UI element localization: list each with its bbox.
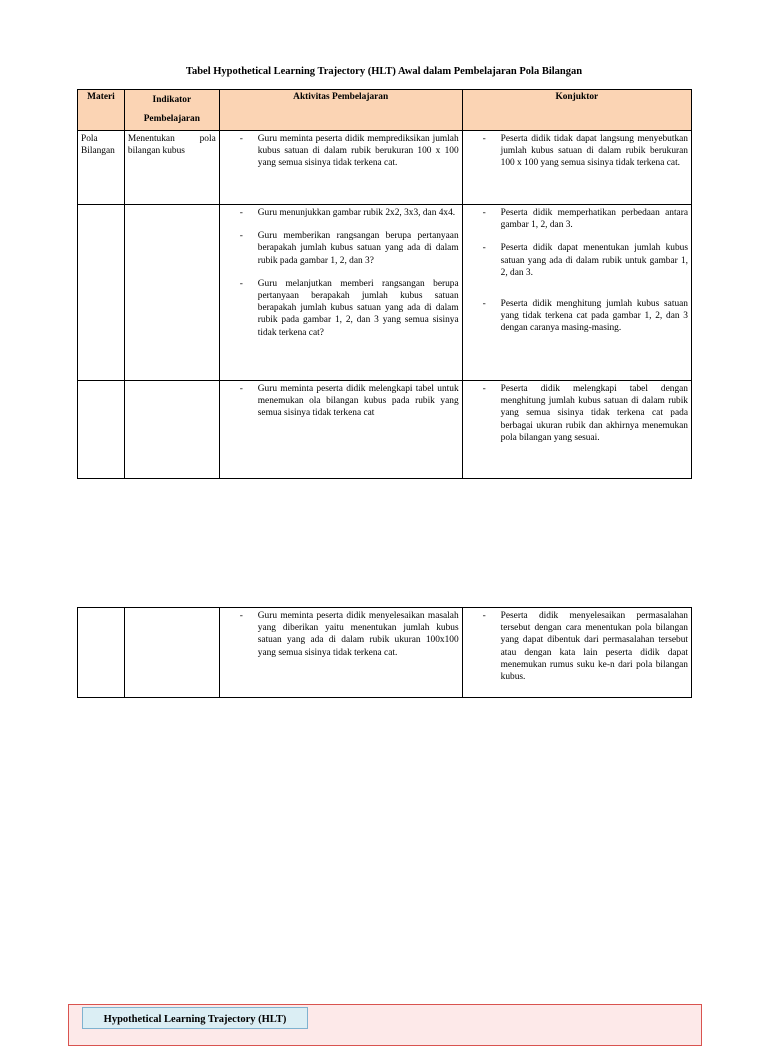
header-konjuktor: Konjuktor [462, 90, 691, 131]
cell-aktivitas [219, 205, 462, 381]
cell-konjuktor [462, 381, 691, 479]
cell-materi: Pola Bilangan [78, 131, 125, 205]
cell-konjuktor [462, 608, 691, 698]
list-item: - Guru meminta peserta didik memprediksikan jumlah kubus satuan di dalam rubik berukuran 100 x 100 yang semua sisinya tidak terkena cat. [223, 133, 459, 170]
cell-materi [78, 205, 125, 381]
hlt-section-label: Hypothetical Learning Trajectory (HLT) [82, 1007, 308, 1029]
table-row [78, 205, 692, 381]
header-indikator [124, 90, 219, 131]
list-item: - Peserta didik tidak dapat langsung menyebutkan jumlah kubus satuan di dalam rubik berukuran 100 x 100 yang semua sisinya tidak terkena cat. [466, 133, 688, 170]
list-item: - Peserta didik melengkapi tabel dengan menghitung jumlah kubus satuan di dalam rubik yang semua sisinya tidak terkena cat pada berbagai ukuran rubik dan akhirnya menemukan pola bilangan yang sesuai. [466, 383, 688, 444]
cell-indikator [124, 608, 219, 698]
header-materi: Materi [78, 90, 125, 131]
table-row [78, 608, 692, 698]
hlt-table-continued [77, 607, 692, 698]
list-item: - Guru meminta peserta didik melengkapi tabel untuk menemukan ola bilangan kubus pada rubik yang semua sisinya tidak terkena cat [223, 383, 459, 420]
list-item: - Guru melanjutkan memberi rangsangan berupa pertanyaan berapakah jumlah kubus satuan berapakah jumlah kubus satuan yang ada di dalam rubik pada gambar 1, 2, dan 3 yang semua sisinya tidak terkena cat? [223, 278, 459, 339]
cell-materi [78, 381, 125, 479]
table-row [78, 381, 692, 479]
list-item: - Guru meminta peserta didik menyelesaikan masalah yang diberikan yaitu menentukan jumlah kubus satuan yang ada di dalam rubik ukuran 100x100 yang semua sisinya tidak terkena cat. [223, 610, 459, 659]
cell-indikator: Menentukan pola bilangan kubus [124, 131, 219, 205]
document-title: Tabel Hypothetical Learning Trajectory (HLT) Awal dalam Pembelajaran Pola Bilangan [185, 66, 583, 77]
cell-aktivitas [219, 608, 462, 698]
list-item: - Guru memberikan rangsangan berupa pertanyaan berapakah jumlah kubus satuan yang ada di dalam rubik pada gambar 1, 2, dan 3? [223, 230, 459, 267]
list-item: - Peserta didik dapat menentukan jumlah kubus satuan yang ada di dalam rubik untuk gambar 1, 2, dan 3. [466, 242, 688, 279]
list-item: - Peserta didik menghitung jumlah kubus satuan yang tidak terkena cat pada gambar 1, 2, dan 3 dengan caranya masing-masing. [466, 298, 688, 335]
header-aktivitas: Aktivitas Pembelajaran [219, 90, 462, 131]
list-item: - Guru menunjukkan gambar rubik 2x2, 3x3, dan 4x4. [223, 207, 459, 219]
cell-indikator [124, 381, 219, 479]
header-indikator-line1: Indikator [152, 95, 192, 105]
header-indikator-line2: Pembelajaran [143, 114, 200, 124]
list-item: - Peserta didik menyelesaikan permasalahan tersebut dengan cara menentukan pola bilangan yang dapat dibentuk dari permasalahan tersebut atau dengan kata lain peserta didik dapat menemukan rumus suku ke-n dari pola bilangan kubus. [466, 610, 688, 683]
hlt-table [77, 89, 692, 479]
cell-konjuktor [462, 131, 691, 205]
header-row [78, 90, 692, 131]
cell-aktivitas [219, 131, 462, 205]
cell-aktivitas [219, 381, 462, 479]
cell-materi [78, 608, 125, 698]
list-item: - Peserta didik memperhatikan perbedaan antara gambar 1, 2, dan 3. [466, 207, 688, 231]
cell-indikator [124, 205, 219, 381]
cell-konjuktor [462, 205, 691, 381]
table-row [78, 131, 692, 205]
